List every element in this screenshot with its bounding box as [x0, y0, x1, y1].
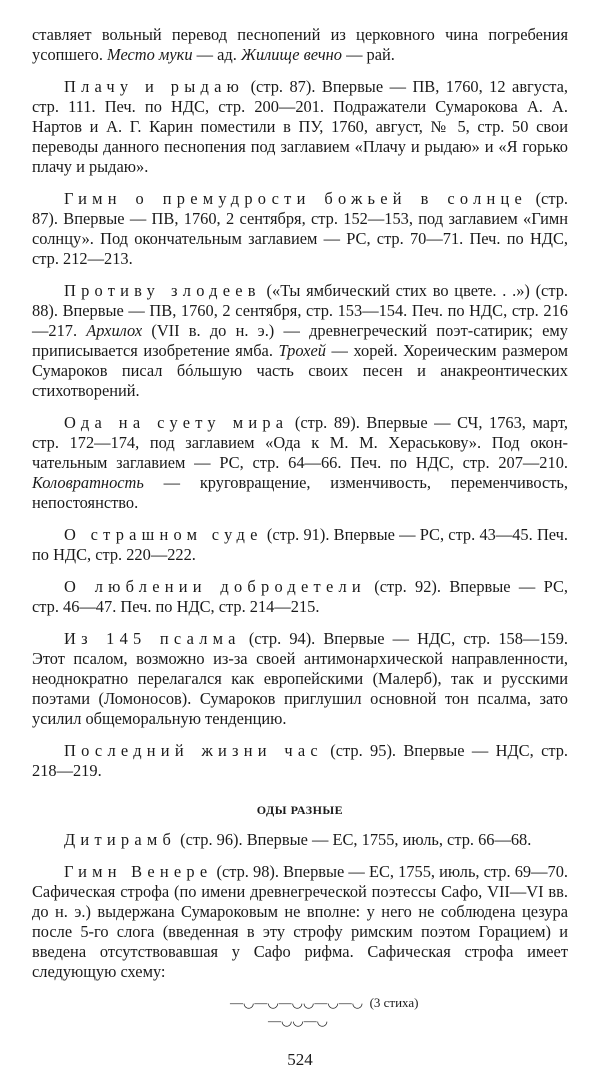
italic-term: Жилище вечно — [240, 45, 342, 64]
sapphic-scheme — [230, 994, 568, 1030]
entry-text: (стр. 96). Впервые — ЕС, 1755, июль, стр. 66—68. — [176, 830, 532, 849]
entry-title: Плачу и рыдаю — [64, 77, 245, 96]
commentary-block-odes — [32, 830, 568, 982]
entry-title: Дитирамб — [64, 830, 177, 849]
commentary-entry — [32, 577, 568, 617]
italic-term: Архилох — [86, 321, 143, 340]
entry-text: (стр. 98). Впервые — ЕС, 1755, июль, стр. 69—70. Сафическая строфа (по имени древнегреческой поэтессы Сафо, VII—VI вв. до н. э.) выдержана Сумароковым не вполне: у него не соблюдена цезура после 5-го слога (введенная в эту строфу римским поэтом Горацием) и введена отсутствовавшая у Сафо рифма. Сафическая строфа имеет следующую схему: — [32, 862, 568, 981]
commentary-entry — [32, 413, 568, 513]
italic-term: Коловратность — [32, 473, 144, 492]
entry-title: Гимн о премудрости божьей в солнце — [64, 189, 528, 208]
entry-text: ставляет вольный перевод песнопений из церковного чина погребения усопшего. — [32, 25, 568, 64]
commentary-entry — [32, 862, 568, 982]
entry-text: (стр. 87). Впервые — ПВ, 1760, 2 сентября, стр. 152—153, под заглавием «Гимн солнцу». Под окончательным заглавием — РС, стр. 70—71. Печ. по НДС, стр. 212—213. — [32, 189, 568, 268]
entry-title: О люблении добродетели — [64, 577, 366, 596]
entry-title: Противу злодеев — [64, 281, 261, 300]
commentary-entry — [32, 830, 568, 850]
commentary-entry — [32, 25, 568, 65]
entry-text: («Ты ямбический стих во цвете. . .») (стр. 88). Впервые — ПВ, 1760, 2 сентября, стр. 153—154. Печ. по НДС, стр. 216—217. — [32, 281, 568, 340]
page-content — [32, 25, 568, 1070]
entry-text: — рай. — [341, 45, 395, 64]
italic-term: Трохей — [278, 341, 326, 360]
commentary-entry — [32, 741, 568, 781]
entry-text: — хорей. Хореическим размером Сумароков писал бóльшую часть своих песен и анакреонтических стихотворений. — [32, 341, 568, 400]
commentary-block — [32, 25, 568, 781]
entry-title: Из 145 псалма — [64, 629, 241, 648]
entry-text: — ад. — [192, 45, 241, 64]
entry-text: (стр. 95). Впервые — НДС, стр. 218—219. — [32, 741, 569, 780]
entry-text: (стр. 87). Впервые — ПВ, 1760, 12 августа, стр. 111. Печ. по НДС, стр. 200—201. Подражатели Сумарокова А. А. Нартов и А. Г. Карин поместили в ПУ, 1760, август, № 5, стр. 50 свои переводы данного песнопения под заглавием «Плачу и рыдаю» и «Я горько плачу и рыдаю». — [32, 77, 568, 176]
entry-text: (стр. 94). Впервые — НДС, стр. 158—159. Этот псалом, возможно из-за своей антимонархической направленности, неоднократно перелагался как европейскими (Малерб), так и русскими поэтами (Ломоносов). Сумароков приглушил основной тон псалма, зато усилил общеморальную тенденцию. — [32, 629, 569, 728]
entry-text: (стр. 92). Впервые — РС, стр. 46—47. Печ. по НДС, стр. 214—215. — [32, 577, 568, 616]
page-number: 524 — [287, 1050, 313, 1069]
entry-title: Гимн Венере — [64, 862, 213, 881]
scheme-line-2: —◡◡—◡ — [268, 1013, 329, 1028]
scheme-note: (3 стиха) — [369, 995, 419, 1010]
entry-text: (стр. 91). Впервые — РС, стр. 43—45. Печ. по НДС, стр. 220—222. — [32, 525, 568, 564]
commentary-entry — [32, 189, 568, 269]
scheme-line-1: —◡—◡—◡◡—◡—◡ — [230, 995, 364, 1010]
commentary-entry — [32, 629, 568, 729]
entry-title: Ода на суету мира — [64, 413, 289, 432]
section-title: ОДЫ РАЗНЫЕ — [256, 803, 344, 817]
commentary-entry — [32, 77, 568, 177]
entry-text: — круговращение, изменчивость, переменчивость, непостоянство. — [32, 473, 568, 512]
entry-title: О страшном суде — [64, 525, 263, 544]
entry-title: Последний жизни час — [64, 741, 323, 760]
commentary-entry — [32, 281, 568, 401]
italic-term: Место муки — [107, 45, 193, 64]
commentary-entry — [32, 525, 568, 565]
entry-text: (стр. 89). Впервые — СЧ, 1763, март, стр. 172—174, под заглавием «Ода к М. М. Хераськову». Под окончательным заглавием — РС, стр. 64—66. Печ. по НДС, стр. 207—210. — [32, 413, 568, 472]
entry-text: (VII в. до н. э.) — древнегреческий поэт-сатирик; ему приписывается изобретение ямба. — [32, 321, 569, 360]
